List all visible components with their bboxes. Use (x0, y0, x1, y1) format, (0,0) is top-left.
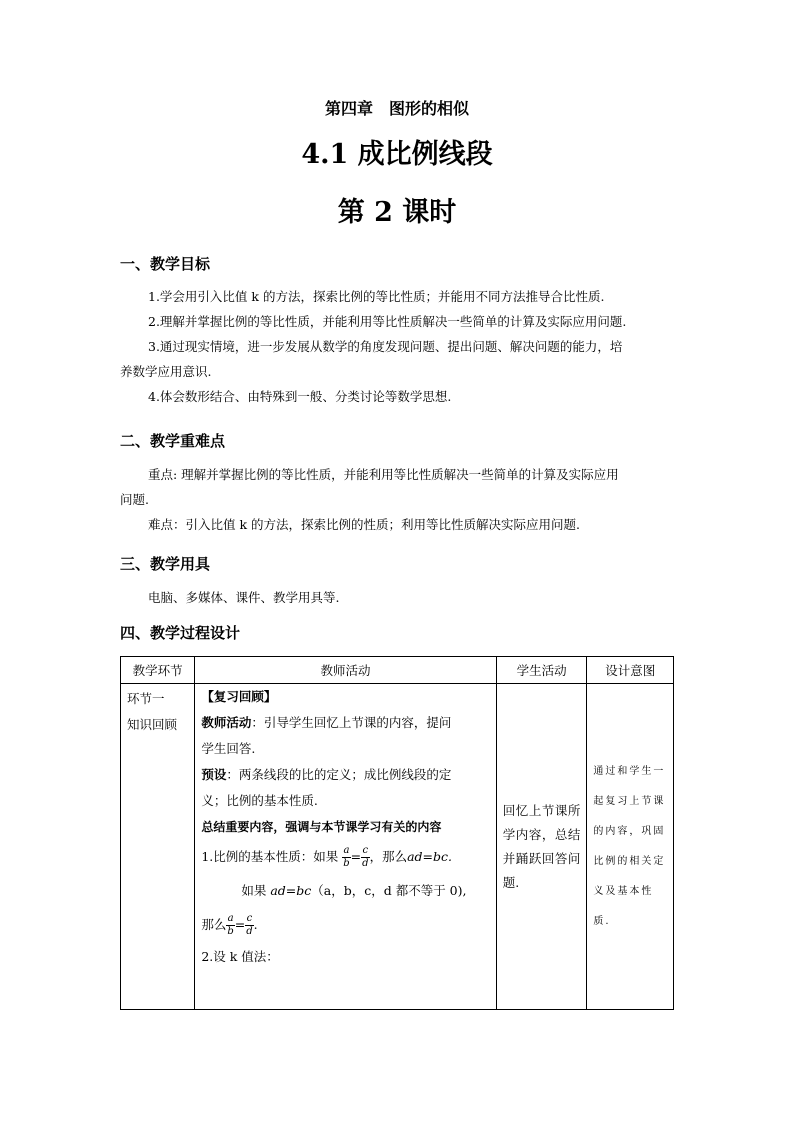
header-student: 学生活动 (496, 657, 587, 684)
objective-item: 养数学应用意识. (120, 364, 212, 379)
chapter-heading: 第四章 图形的相似 (324, 99, 469, 118)
section-heading-process: 四、教学过程设计 (120, 624, 241, 642)
set-k-method: 2.设 k 值法： (201, 949, 279, 964)
intent-cell: 通过和学生一起复习上节课的内容，巩固比例的相关定义及基本性质. (587, 684, 674, 1010)
page-subtitle: 第 2 课时 (337, 197, 457, 228)
ratio-converse-result: 那么 $\frac{a}{b}$ = $\frac{c}{d}$ . (201, 913, 258, 937)
fraction-a-b: $\frac{a}{b}$ (343, 845, 350, 869)
objective-item: 3.通过现实情境，进一步发展从数学的角度发现问题、提出问题、解决问题的能力，培 (148, 339, 623, 354)
objective-item: 1.学会用引入比值 k 的方法，探索比例的等比性质；并能用不同方法推导合比性质. (148, 289, 605, 304)
ratio-converse: 如果 ad=bc（a，b，c，d 都不等于 0), (241, 883, 467, 898)
table-row (121, 684, 674, 1010)
header-stage: 教学环节 (121, 657, 195, 684)
table-header-row (121, 657, 674, 684)
objective-item: 4.体会数形结合、由特殊到一般、分类讨论等数学思想. (148, 389, 452, 404)
objectives-list (120, 284, 680, 409)
key-points-list (120, 462, 680, 537)
stage-cell: 环节一 知识回顾 (121, 684, 195, 1010)
header-intent: 设计意图 (587, 657, 674, 684)
student-cell: 回忆上节课所学内容，总结并踊跃回答问题. (496, 684, 587, 1010)
key-point-item: 重点: 理解并掌握比例的等比性质，并能利用等比性质解决一些简单的计算及实际应用 (148, 467, 619, 482)
summary-note: 总结重要内容，强调与本节课学习有关的内容 (201, 820, 442, 834)
fraction-c-d: $\frac{c}{d}$ (362, 845, 369, 869)
section-heading-objectives: 一、教学目标 (120, 255, 211, 273)
tools-text: 电脑、多媒体、课件、教学用具等. (148, 590, 340, 605)
ratio-property: 1.比例的基本性质：如果 $\frac{a}{b}$ = $\frac{c}{d}$ ，那么ad=bc. (201, 845, 452, 869)
header-teacher: 教师活动 (195, 657, 496, 684)
review-tag: 【复习回顾】 (201, 689, 277, 704)
fraction-c-d: $\frac{c}{d}$ (246, 913, 253, 937)
page-title: 4.1 成比例线段 (301, 139, 493, 170)
key-point-item: 难点：引入比值 k 的方法，探索比例的性质；利用等比性质解决实际应用问题. (148, 517, 580, 532)
fraction-a-b: $\frac{a}{b}$ (227, 913, 234, 937)
key-point-item: 问题. (120, 492, 149, 507)
objective-item: 2.理解并掌握比例的等比性质，并能利用等比性质解决一些简单的计算及实际应用问题. (148, 314, 627, 329)
lesson-table (120, 656, 674, 1010)
teacher-cell: 【复习回顾】 教师活动：引导学生回忆上节课的内容，提问 学生回答. 预设：两条线段的比的定义；成比例线段的定 义；比例的基本性质. 总结重要内容，强调与本节课学习有关的内容 1.比例的基本性质：如果 $\frac{a}{b}$ = $\frac{c}{d}$ ，那么ad=bc. 如果 ad=bc（a，b，c，d 都不等于 0), 那么 $\frac{a}{b}$ = $\frac{c}{d}$ . 2.设 k 值法： (195, 684, 496, 1010)
section-heading-key-points: 二、教学重难点 (120, 432, 226, 450)
section-heading-tools: 三、教学用具 (120, 555, 211, 573)
